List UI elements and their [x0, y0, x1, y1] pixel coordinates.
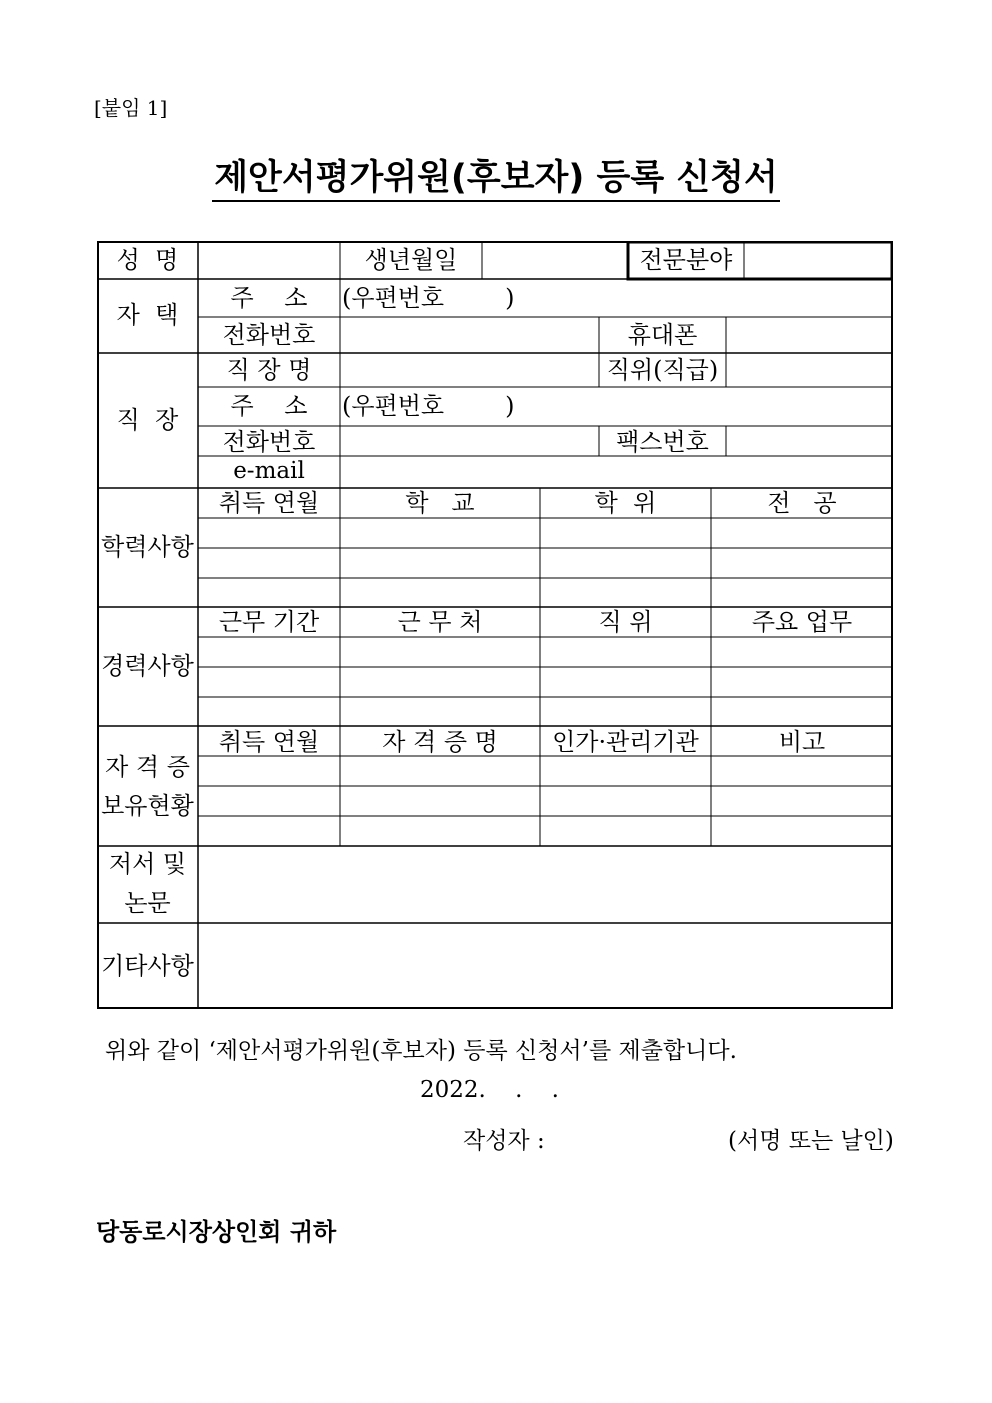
mobile-field[interactable] [728, 319, 891, 351]
cert-header-date: 취득 연월 [218, 728, 320, 756]
work-label: 직 장 [116, 406, 179, 434]
education-header-degree: 학 위 [594, 489, 657, 517]
attachment-label: [붙임 1] [94, 96, 168, 120]
cert-header-name: 자 격 증 명 [382, 728, 498, 756]
career-header-period: 근무 기간 [218, 608, 320, 636]
publications-field[interactable] [200, 848, 891, 921]
birth-label: 생년월일 [364, 246, 458, 274]
home-phone-field[interactable] [342, 319, 597, 351]
education-entry-rows[interactable] [200, 520, 891, 606]
workplace-label: 직 장 명 [226, 356, 312, 384]
birth-field[interactable] [484, 243, 626, 277]
field-label: 전문분야 [639, 246, 733, 274]
career-label: 경력사항 [101, 652, 194, 680]
pub-label-line1: 저서 및 [108, 850, 187, 878]
workplace-field[interactable] [342, 355, 597, 385]
career-entry-rows[interactable] [200, 639, 891, 725]
addressee: 당동로시장상인회 귀하 [96, 1218, 337, 1246]
education-header-date: 취득 연월 [218, 489, 320, 517]
work-phone-label: 전화번호 [222, 428, 316, 456]
career-header-employer: 근 무 처 [397, 608, 483, 636]
education-header-major: 전 공 [767, 489, 837, 517]
cert-entry-rows[interactable] [200, 758, 891, 844]
field-input[interactable] [746, 244, 890, 277]
pub-label-line2: 논문 [124, 889, 171, 917]
education-label: 학력사항 [101, 533, 194, 561]
signature-label: (서명 또는 날인) [728, 1128, 894, 1154]
name-label: 성 명 [116, 246, 179, 274]
work-address-label: 주 소 [230, 392, 308, 420]
position-field[interactable] [728, 355, 891, 385]
cert-label-line2: 보유현황 [101, 792, 194, 820]
cert-header-note: 비고 [778, 728, 826, 756]
application-form-table [97, 241, 893, 1009]
form-title-text: 제안서평가위원(후보자) 등록 신청서 [212, 158, 780, 202]
home-zip-label[interactable]: (우편번호 ) [342, 284, 515, 312]
etc-label: 기타사항 [101, 952, 194, 980]
etc-field[interactable] [200, 925, 891, 1007]
home-phone-label: 전화번호 [222, 321, 316, 349]
position-label: 직위(직급) [606, 356, 719, 384]
work-phone-field[interactable] [342, 428, 597, 454]
work-zip-label[interactable]: (우편번호 ) [342, 392, 515, 420]
submission-date: 2022. . . [420, 1077, 559, 1103]
email-label: e-mail [233, 458, 305, 484]
mobile-label: 휴대폰 [627, 321, 698, 349]
home-address-label: 주 소 [230, 284, 308, 312]
fax-field[interactable] [728, 428, 891, 454]
career-header-duties: 주요 업무 [751, 608, 853, 636]
submission-statement: 위와 같이 ‘제안서평가위원(후보자) 등록 신청서’를 제출합니다. [105, 1038, 737, 1064]
cert-label-line1: 자 격 증 [105, 753, 190, 781]
home-label: 자 택 [116, 301, 179, 329]
form-title [0, 150, 992, 200]
fax-label: 팩스번호 [616, 428, 709, 456]
name-field[interactable] [200, 243, 338, 277]
email-field[interactable] [342, 458, 891, 486]
cert-header-issuer: 인가·관리기관 [552, 728, 699, 756]
career-header-position: 직 위 [598, 608, 653, 636]
education-header-school: 학 교 [405, 489, 475, 517]
author-label: 작성자 : [463, 1128, 545, 1154]
